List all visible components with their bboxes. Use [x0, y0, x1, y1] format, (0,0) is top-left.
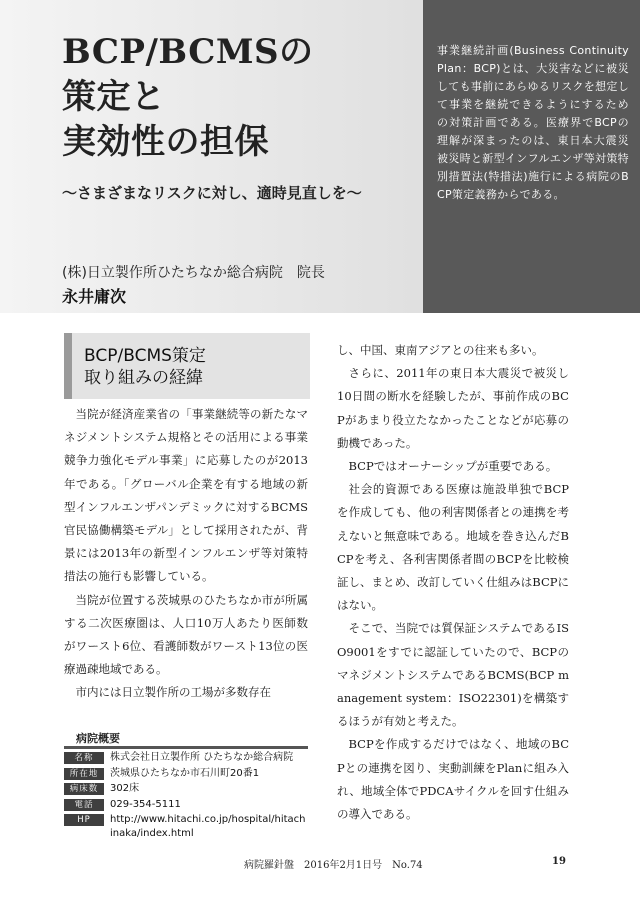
section-heading [64, 333, 310, 399]
info-label: 所在地 [64, 768, 104, 780]
info-value: 029-354-5111 [110, 798, 181, 810]
homepage-link[interactable]: http://www.hitachi.co.jp/hospital/hitachinaka/index.html [110, 814, 306, 839]
body-paragraph: BCPではオーナーシップが重要である。 [348, 459, 558, 474]
body-paragraph: そこで、当院では質保証システムであるISO9001をすでに認証していたので、BCPのマネジメントシステムであるBCMS(BCP management system：ISO22301)を構築するほうが有効と考えた。 [337, 621, 569, 729]
info-value: 302床 [110, 783, 140, 794]
info-row-name [64, 751, 308, 765]
title-line: 実効性の担保 [62, 122, 269, 162]
body-paragraph: さらに、2011年の東日本大震災で被災し10日間の断水を経験したが、事前作成のBCPがあまり役立たなかったことなどが応募の動機であった。 [337, 366, 569, 450]
article-subtitle: 〜さまざまなリスクに対し、適時見直しを〜 [62, 184, 362, 202]
info-value: 茨城県ひたちなか市石川町20番1 [110, 767, 260, 779]
body-paragraph: 市内には日立製作所の工場が多数存在 [75, 685, 271, 700]
info-row-beds [64, 782, 308, 796]
body-paragraph: 当院が位置する茨城県のひたちなか市が所属する二次医療圏は、人口10万人あたり医師数がワースト6位、看護師数がワースト13位の医療過疎地域である。 [64, 592, 308, 677]
info-value: 株式会社日立製作所 ひたちなか総合病院 [110, 752, 294, 763]
section-heading-line: BCP/BCMS策定 [84, 346, 206, 366]
body-paragraph: BCPを作成するだけではなく、地域のBCPとの連携を図り、実動訓練をPlanに組み入れ、地域全体でPDCAサイクルを回す仕組みの導入である。 [337, 737, 569, 822]
article-title [62, 30, 314, 165]
page-number: 19 [552, 856, 566, 867]
summary-text: 事業継続計画(Business Continuity Plan：BCP)とは、大災害などに被災しても事前にあらゆるリスクを想定して事業を継続できるようにするための対策計画である。医療界でBCPの理解が深まったのは、東日本大震災被災時と新型インフルエンザ等対策特別措置法(特措法)施行による病院のBCP策定義務からである。 [437, 44, 629, 201]
info-label: HP [64, 814, 104, 826]
body-paragraph: 社会的資源である医療は施設単独でBCPを作成しても、他の利害関係者との連携を考えないと無意味である。地域を巻き込んだBCPを考え、各利害関係者間のBCPを比較検証し、まとめ、改訂していく仕組みはBCPにはない。 [337, 482, 569, 613]
title-line: 策定と [62, 77, 166, 117]
title-line: BCP/BCMSの [62, 32, 314, 72]
hospital-info-box [64, 730, 308, 840]
info-row-address [64, 767, 308, 781]
body-paragraph: 当院が経済産業省の「事業継続等の新たなマネジメントシステム規格とその活用による事業競争力強化モデル事業」に応募したのが2013年である。「グローバル企業を有する地域の新型インフルエンザパンデミックに対するBCMS官民協働構築モデル」として採用されたが、背景には2013年の新型インフルエンザ等対策特措法の施行も影響している。 [64, 407, 308, 584]
hospital-info-title: 病院概要 [64, 730, 308, 749]
body-paragraph: し、中国、東南アジアとの往来も多い。 [337, 343, 544, 357]
author-affiliation: (株)日立製作所ひたちなか総合病院 院長 [62, 265, 325, 281]
info-label: 病床数 [64, 783, 104, 795]
info-label: 名称 [64, 752, 104, 764]
left-column [64, 403, 308, 705]
magazine-footer: 病院羅針盤 2016年2月1日号 No.74 [244, 860, 423, 871]
info-label: 電話 [64, 799, 104, 811]
summary-box [423, 0, 640, 313]
info-row-homepage [64, 813, 308, 840]
right-column [337, 339, 569, 826]
author-name: 永井庸次 [62, 287, 127, 306]
section-heading-line: 取り組みの経緯 [84, 368, 203, 388]
info-row-phone [64, 798, 308, 812]
